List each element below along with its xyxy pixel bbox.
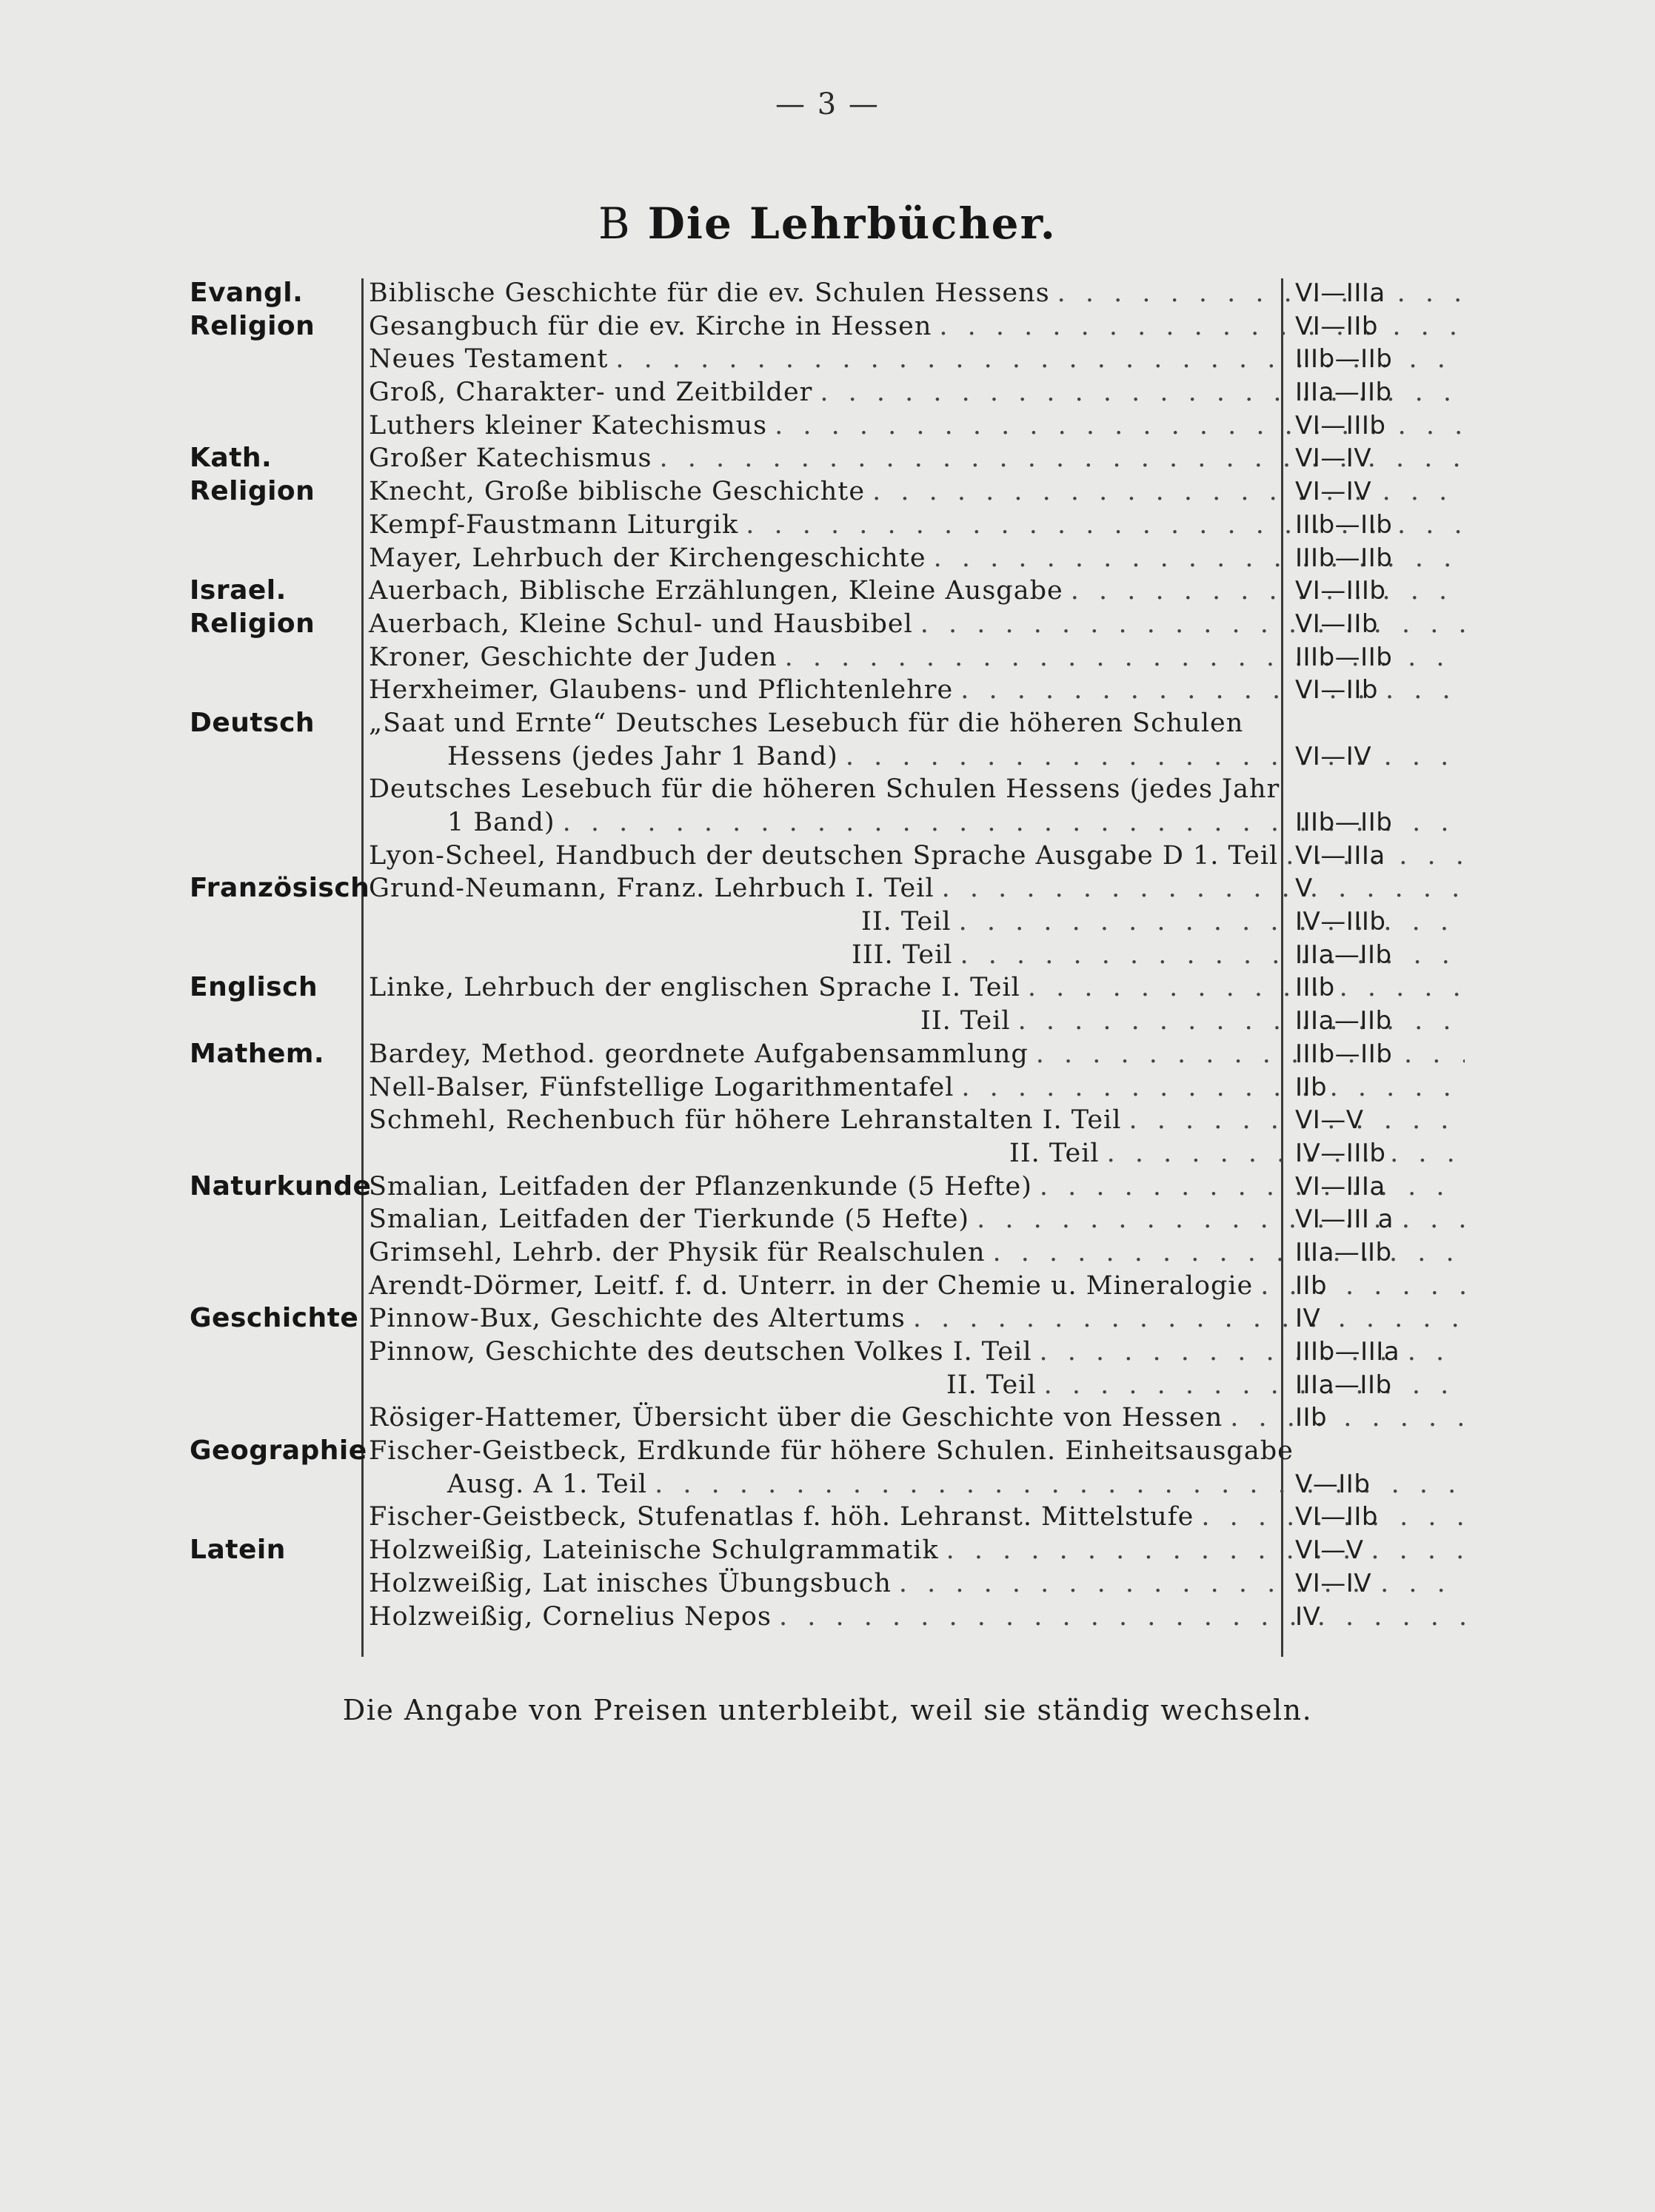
grade-range: VI—IV — [1295, 1568, 1372, 1598]
grade-range: IIb — [1295, 1403, 1328, 1433]
grade-range: VI—IIIa — [1295, 840, 1385, 871]
table-row — [190, 1534, 1404, 1567]
grade-range: IIIb — [1295, 973, 1335, 1003]
book-title-line2: Hessens (jedes Jahr 1 Band) — [447, 741, 838, 771]
book-title-text: Smalian, Leitfaden der Tierkunde (5 Hefte) — [369, 1204, 970, 1235]
subject-label: Französisch — [190, 873, 370, 904]
table-row — [190, 1369, 1404, 1402]
subject-label: Religion — [190, 476, 315, 507]
table-row — [190, 310, 1404, 343]
section-letter: B — [598, 198, 632, 249]
grade-range: VI—IIIa — [1295, 1171, 1385, 1201]
book-title-text: Arendt-Dörmer, Leitf. f. d. Unterr. in der Chemie u. Mineralogie — [369, 1270, 1254, 1301]
page-number: — 3 — — [775, 87, 880, 121]
book-title-text: Rösiger-Hattemer, Übersicht über die Geschichte von Hessen — [369, 1403, 1223, 1433]
book-title-line1: Fischer-Geistbeck, Erdkunde für höhere Schulen. Einheitsausgabe — [369, 1436, 1294, 1467]
grade-range: IIIb—IIb — [1295, 808, 1393, 838]
book-title-text: Pinnow-Bux, Geschichte des Altertums — [369, 1304, 906, 1334]
table-row — [190, 343, 1404, 376]
grade-range: IIIa—IIb — [1295, 1237, 1392, 1267]
table-row — [190, 971, 1404, 1005]
table-row — [190, 905, 1404, 939]
grade-range: IIIb—IIb — [1295, 1039, 1393, 1069]
grade-range: VI—IIIa — [1295, 278, 1385, 308]
subject-label: Geographie — [190, 1435, 367, 1467]
table-row — [190, 409, 1404, 443]
book-title-text: Luthers kleiner Katechismus — [369, 410, 768, 440]
book-title-text: Holzweißig, Lateinische Schulgrammatik — [369, 1535, 939, 1566]
grade-range: IIb — [1295, 1270, 1328, 1301]
subject-label: Religion — [190, 608, 315, 639]
table-row — [190, 1071, 1404, 1105]
book-title-text: Schmehl, Rechenbuch für höhere Lehranstalten I. Teil — [369, 1105, 1122, 1136]
subject-label: Englisch — [190, 972, 318, 1003]
grade-range: IIIa—IIb — [1295, 378, 1392, 408]
table-row — [190, 839, 1404, 873]
grade-range: IIb — [1295, 1072, 1328, 1102]
book-title-text: II. Teil — [1009, 1138, 1100, 1168]
subject-label: Naturkunde — [190, 1170, 372, 1201]
subject-label: Mathem. — [190, 1038, 325, 1069]
grade-range: IIIa—IIb — [1295, 1006, 1392, 1036]
table-row — [190, 542, 1404, 575]
book-title-text: Nell-Balser, Fünfstellige Logarithmentafel — [369, 1072, 954, 1102]
book-title-text: Pinnow, Geschichte des deutschen Volkes I. Teil — [369, 1337, 1032, 1367]
grade-range: V—IIb — [1295, 1469, 1371, 1499]
book-title-text: Neues Testament — [369, 344, 609, 375]
book-title-text: Grimsehl, Lehrb. der Physik für Realschulen — [369, 1237, 986, 1267]
table-row — [190, 1302, 1404, 1335]
table-row — [190, 773, 1404, 839]
book-title-text: Bardey, Method. geordnete Aufgabensammlung — [369, 1039, 1029, 1069]
table-row — [190, 1137, 1404, 1170]
grade-range: IIIa—IIb — [1295, 939, 1392, 970]
book-title-line1: „Saat und Ernte“ Deutsches Lesebuch für die höheren Schulen — [369, 708, 1244, 738]
book-title-text: Herxheimer, Glaubens- und Pflichtenlehre — [369, 675, 954, 706]
table-row — [190, 376, 1404, 409]
table-row — [190, 1005, 1404, 1038]
book-title-text: II. Teil — [920, 1006, 1011, 1036]
grade-range: VI—IIb — [1295, 311, 1378, 341]
table-row — [190, 1401, 1404, 1435]
book-title-text: Kempf-Faustmann Liturgik — [369, 509, 739, 540]
table-row — [190, 707, 1404, 773]
book-title-text: Auerbach, Biblische Erzählungen, Kleine Ausgabe — [369, 576, 1063, 606]
book-title-text: Groß, Charakter- und Zeitbilder — [369, 378, 813, 408]
grade-range: IIIa—IIb — [1295, 1370, 1392, 1400]
table-row — [190, 277, 1404, 310]
grade-range: VI—IV — [1295, 443, 1372, 474]
grade-range: VI—III a — [1295, 1204, 1394, 1235]
grade-range: VI—IIb — [1295, 609, 1378, 639]
grade-range: IV—IIIb — [1295, 907, 1386, 937]
book-title-text: Kroner, Geschichte der Juden — [369, 642, 778, 672]
grade-range: VI—IIIb — [1295, 576, 1386, 606]
grade-range: IIIb—IIb — [1295, 543, 1393, 573]
book-title-text: Großer Katechismus — [369, 443, 652, 474]
book-title-text: Holzweißig, Lat inisches Übungsbuch — [369, 1568, 892, 1598]
table-row — [190, 1236, 1404, 1270]
grade-range: IIIb—IIb — [1295, 642, 1393, 672]
grade-range: VI—IIb — [1295, 675, 1378, 706]
table-row — [190, 641, 1404, 674]
grade-range: IIIb—IIb — [1295, 509, 1393, 540]
table-row — [190, 1104, 1404, 1137]
page-title — [0, 198, 1655, 249]
table-row — [190, 1203, 1404, 1236]
table-row — [190, 1501, 1404, 1534]
book-title-text: Auerbach, Kleine Schul- und Hausbibel — [369, 609, 913, 639]
book-title-text: Holzweißig, Cornelius Nepos — [369, 1601, 772, 1632]
book-title-text: Biblische Geschichte für die ev. Schulen Hessens — [369, 278, 1050, 308]
subject-label: Deutsch — [190, 707, 315, 738]
grade-range: VI—V — [1295, 1105, 1364, 1136]
book-title-text: II. Teil — [946, 1370, 1037, 1400]
grade-range: VI—V — [1295, 1535, 1364, 1566]
table-row — [190, 1038, 1404, 1071]
book-title-text: Knecht, Große biblische Geschichte — [369, 477, 866, 507]
grade-range: V — [1295, 874, 1313, 904]
grade-range: IV—IIIb — [1295, 1138, 1386, 1168]
subject-label: Israel. — [190, 575, 287, 606]
grade-range: VI—IIb — [1295, 1502, 1378, 1532]
grade-range: IV — [1295, 1304, 1321, 1334]
subject-label: Geschichte — [190, 1303, 359, 1334]
book-title-text: Mayer, Lehrbuch der Kirchengeschichte — [369, 543, 926, 573]
subject-label: Latein — [190, 1535, 286, 1566]
book-title-text: Fischer-Geistbeck, Stufenatlas f. höh. Lehranst. Mittelstufe — [369, 1502, 1194, 1532]
table-row — [190, 1567, 1404, 1601]
textbook-table — [190, 277, 1404, 1633]
table-row — [190, 1270, 1404, 1303]
book-title-text: Grund-Neumann, Franz. Lehrbuch I. Teil — [369, 874, 935, 904]
book-title-text: Smalian, Leitfaden der Pflanzenkunde (5 Hefte) — [369, 1171, 1032, 1201]
table-row — [190, 674, 1404, 707]
table-row — [190, 1435, 1404, 1501]
table-row — [190, 1170, 1404, 1204]
section-heading: Die Lehrbücher. — [647, 198, 1057, 249]
table-row — [190, 939, 1404, 972]
table-row — [190, 1601, 1404, 1634]
grade-range: VI—IV — [1295, 477, 1372, 507]
book-title-text: III. Teil — [852, 939, 953, 970]
subject-label: Religion — [190, 310, 315, 341]
grade-range: IIIb—IIb — [1295, 344, 1393, 375]
book-title-text: Linke, Lehrbuch der englischen Sprache I. Teil — [369, 973, 1020, 1003]
subject-label: Evangl. — [190, 278, 304, 308]
grade-range: IV — [1295, 1601, 1321, 1632]
book-title-text: II. Teil — [861, 907, 952, 937]
table-row — [190, 442, 1404, 475]
grade-range: VI—IV — [1295, 741, 1372, 771]
table-row — [190, 475, 1404, 509]
book-title-text: Gesangbuch für die ev. Kirche in Hessen — [369, 311, 932, 341]
grade-range: IIIb—IIIa — [1295, 1337, 1400, 1367]
table-row — [190, 1335, 1404, 1369]
table-row — [190, 574, 1404, 608]
table-row — [190, 509, 1404, 542]
book-title-text: Lyon-Scheel, Handbuch der deutschen Sprache Ausgabe D 1. Teil — [369, 840, 1279, 871]
subject-label: Kath. — [190, 443, 273, 474]
table-row — [190, 872, 1404, 905]
book-title-line2: Ausg. A 1. Teil — [447, 1469, 648, 1499]
price-note: Die Angabe von Preisen unterbleibt, weil sie ständig wechseln. — [342, 1694, 1313, 1726]
table-row — [190, 608, 1404, 641]
book-title-line2: 1 Band) — [447, 808, 555, 838]
book-title-line1: Deutsches Lesebuch für die höheren Schulen Hessens (jedes Jahr — [369, 774, 1280, 805]
grade-range: VI—IIIb — [1295, 410, 1386, 440]
